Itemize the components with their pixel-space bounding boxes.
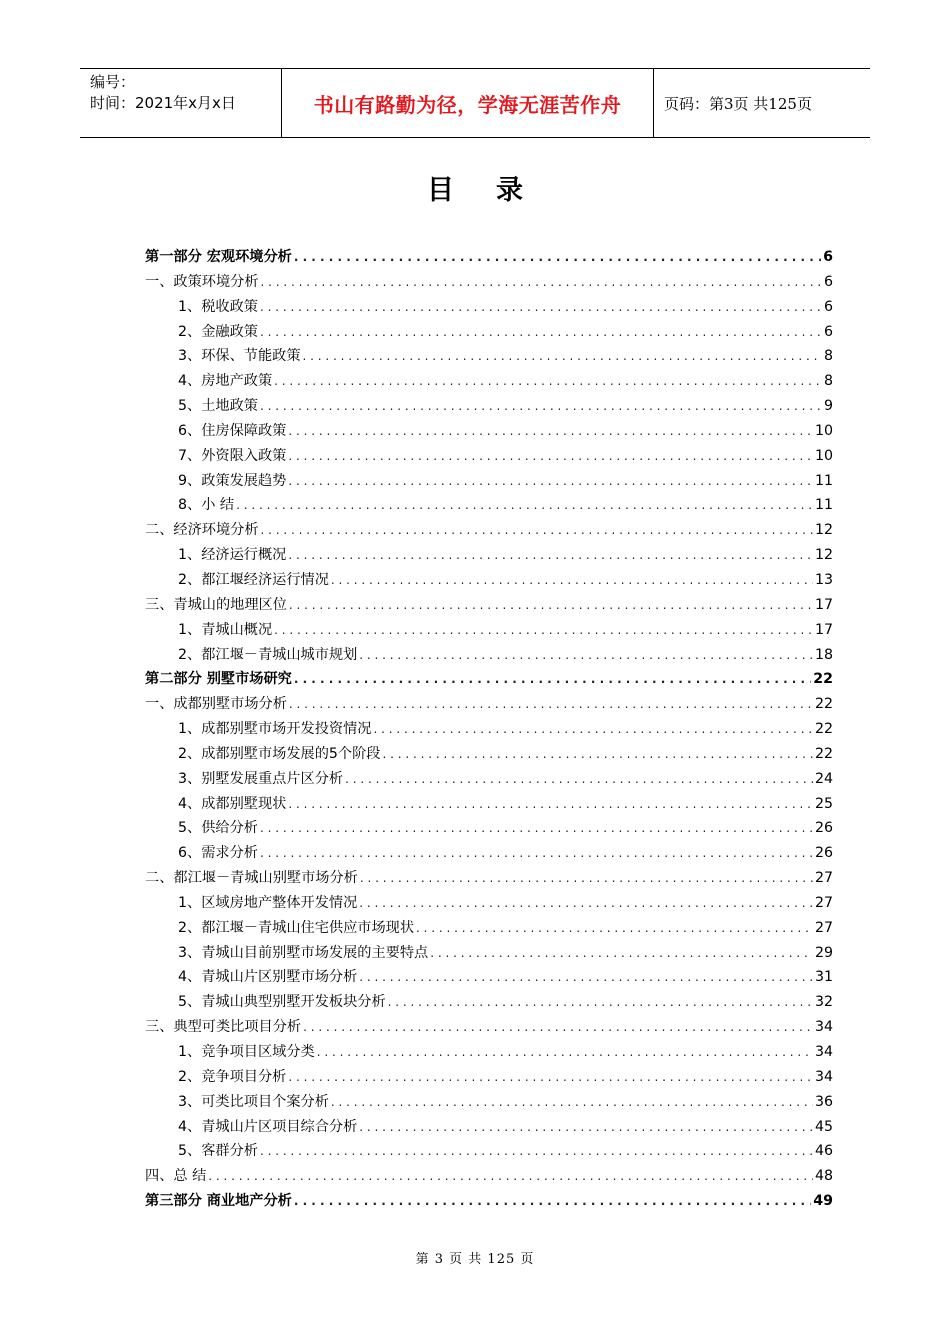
toc-entry-label: 8、小 结 — [178, 497, 235, 514]
toc-entry-page: 45 — [814, 1118, 833, 1135]
toc-dot-leader — [260, 1144, 813, 1158]
toc-entry-page: 46 — [814, 1143, 833, 1160]
toc-dot-leader — [288, 474, 813, 488]
toc-dot-leader — [288, 548, 813, 562]
table-of-contents — [145, 246, 833, 1215]
toc-entry[interactable] — [145, 942, 833, 967]
toc-dot-leader — [373, 722, 812, 736]
toc-entry[interactable] — [145, 1041, 833, 1066]
toc-dot-leader — [289, 697, 813, 711]
toc-dot-leader — [274, 623, 813, 637]
toc-entry-page: 17 — [814, 596, 833, 613]
toc-dot-leader — [359, 896, 813, 910]
toc-entry-label: 第三部分 商业地产分析 — [145, 1193, 292, 1210]
toc-entry[interactable] — [145, 246, 833, 271]
toc-entry-label: 2、成都别墅市场发展的5个阶段 — [178, 745, 381, 762]
toc-dot-leader — [416, 921, 813, 935]
toc-entry-label: 1、青城山概况 — [178, 621, 273, 638]
toc-entry-page: 31 — [814, 969, 833, 986]
toc-entry-label: 1、税收政策 — [178, 298, 258, 315]
toc-dot-leader — [345, 772, 813, 786]
toc-entry-label: 5、土地政策 — [178, 398, 258, 415]
toc-entry[interactable] — [145, 395, 833, 420]
toc-entry-page: 48 — [814, 1168, 833, 1185]
toc-entry-page: 12 — [814, 522, 833, 539]
toc-entry-page: 26 — [814, 820, 833, 837]
toc-entry[interactable] — [145, 966, 833, 991]
toc-dot-leader — [360, 871, 813, 885]
toc-entry-page: 26 — [814, 845, 833, 862]
toc-dot-leader — [383, 747, 813, 761]
toc-dot-leader — [359, 1120, 813, 1134]
toc-entry[interactable] — [145, 619, 833, 644]
toc-entry[interactable] — [145, 569, 833, 594]
toc-entry[interactable] — [145, 991, 833, 1016]
toc-entry[interactable] — [145, 693, 833, 718]
toc-entry-page: 34 — [814, 1044, 833, 1060]
toc-entry-label: 二、经济环境分析 — [145, 522, 259, 539]
toc-entry[interactable] — [145, 519, 833, 544]
toc-entry[interactable] — [145, 867, 833, 892]
number-label: 编号： — [90, 73, 136, 91]
toc-entry-page: 8 — [823, 348, 833, 365]
toc-entry[interactable] — [145, 842, 833, 867]
toc-dot-leader — [260, 325, 821, 339]
toc-dot-leader — [261, 523, 813, 537]
toc-entry-page: 32 — [814, 994, 833, 1011]
toc-entry-page: 6 — [823, 273, 833, 290]
toc-dot-leader — [303, 1020, 813, 1034]
toc-dot-leader — [331, 1095, 813, 1109]
toc-entry-label: 4、成都别墅现状 — [178, 795, 287, 812]
toc-entry[interactable] — [145, 1165, 833, 1190]
toc-entry[interactable] — [145, 743, 833, 768]
toc-entry-label: 一、成都别墅市场分析 — [145, 696, 287, 713]
toc-dot-leader — [288, 424, 813, 438]
toc-entry-page: 27 — [814, 894, 833, 911]
toc-entry[interactable] — [145, 1140, 833, 1165]
toc-dot-leader — [359, 648, 813, 662]
toc-entry-page: 6 — [823, 323, 833, 340]
toc-entry-label: 4、房地产政策 — [178, 373, 273, 390]
toc-dot-leader — [388, 995, 813, 1009]
toc-entry[interactable] — [145, 1066, 833, 1091]
toc-dot-leader — [236, 498, 813, 512]
toc-entry-label: 第一部分 宏观环境分析 — [145, 249, 292, 265]
toc-entry-label: 二、都江堰－青城山别墅市场分析 — [145, 870, 358, 887]
toc-entry[interactable] — [145, 644, 833, 669]
toc-entry-label: 7、外资限入政策 — [178, 447, 287, 464]
toc-entry-label: 2、都江堰经济运行情况 — [178, 571, 329, 588]
toc-dot-leader — [294, 1194, 811, 1208]
toc-entry-label: 1、竞争项目区域分类 — [178, 1044, 315, 1060]
toc-dot-leader — [430, 946, 813, 960]
toc-entry-label: 2、都江堰－青城山城市规划 — [178, 646, 358, 663]
toc-dot-leader — [208, 1169, 813, 1183]
page-title: 目录 — [427, 175, 565, 206]
toc-entry-label: 四、总 结 — [145, 1168, 207, 1185]
toc-dot-leader — [260, 821, 813, 835]
toc-entry-page: 24 — [814, 770, 833, 787]
toc-entry-label: 一、政策环境分析 — [145, 273, 259, 290]
toc-entry-page: 22 — [814, 745, 833, 762]
toc-entry-page: 11 — [814, 497, 833, 514]
toc-entry-page: 27 — [814, 870, 833, 887]
toc-entry-label: 3、可类比项目个案分析 — [178, 1093, 329, 1110]
page-footer: 第 3 页 共 125 页 — [415, 1252, 535, 1267]
toc-entry-page: 10 — [814, 422, 833, 439]
toc-dot-leader — [317, 1045, 813, 1059]
toc-entry[interactable] — [145, 271, 833, 296]
toc-entry-page: 17 — [814, 621, 833, 638]
toc-entry[interactable] — [145, 1091, 833, 1116]
toc-entry-label: 三、青城山的地理区位 — [145, 596, 287, 613]
toc-entry-page: 18 — [814, 646, 833, 663]
page-header — [80, 68, 870, 138]
toc-entry-label: 5、供给分析 — [178, 820, 258, 837]
toc-entry-label: 2、金融政策 — [178, 323, 258, 340]
toc-dot-leader — [261, 275, 821, 289]
header-motto: 书山有路勤为径，学海无涯苦作舟 — [282, 69, 654, 137]
toc-entry-label: 6、需求分析 — [178, 845, 258, 862]
toc-entry[interactable] — [145, 445, 833, 470]
toc-entry-page: 34 — [814, 1019, 833, 1036]
date-label: 时间：2021年x月x日 — [90, 94, 236, 112]
toc-entry-label: 3、别墅发展重点片区分析 — [178, 770, 344, 787]
toc-entry-label: 9、政策发展趋势 — [178, 472, 287, 489]
toc-entry-page: 22 — [814, 721, 833, 738]
toc-entry[interactable] — [145, 917, 833, 942]
toc-entry-label: 6、住房保障政策 — [178, 422, 287, 439]
toc-entry[interactable] — [145, 793, 833, 818]
toc-entry[interactable] — [145, 1016, 833, 1041]
toc-entry-label: 5、青城山典型别墅开发板块分析 — [178, 994, 386, 1011]
toc-entry-page: 8 — [823, 373, 833, 390]
toc-entry-page: 12 — [814, 547, 833, 564]
toc-entry-label: 1、经济运行概况 — [178, 547, 287, 564]
toc-entry-label: 1、区域房地产整体开发情况 — [178, 894, 358, 911]
toc-entry[interactable] — [145, 544, 833, 569]
toc-dot-leader — [294, 672, 811, 686]
toc-dot-leader — [303, 349, 821, 363]
toc-dot-leader — [359, 970, 813, 984]
toc-entry[interactable] — [145, 1116, 833, 1141]
toc-dot-leader — [274, 374, 821, 388]
toc-entry[interactable] — [145, 370, 833, 395]
toc-entry-page: 6 — [823, 249, 833, 265]
toc-dot-leader — [288, 1070, 813, 1084]
toc-dot-leader — [260, 399, 821, 413]
toc-entry-label: 第二部分 别墅市场研究 — [145, 671, 292, 688]
toc-dot-leader — [260, 300, 821, 314]
toc-entry[interactable] — [145, 892, 833, 917]
toc-entry-page: 11 — [814, 472, 833, 489]
toc-entry[interactable] — [145, 494, 833, 519]
toc-entry-label: 2、竞争项目分析 — [178, 1068, 287, 1085]
toc-dot-leader — [288, 449, 813, 463]
toc-entry-label: 5、客群分析 — [178, 1143, 258, 1160]
toc-entry[interactable] — [145, 668, 833, 693]
toc-entry[interactable] — [145, 718, 833, 743]
toc-dot-leader — [260, 846, 813, 860]
toc-entry-label: 1、成都别墅市场开发投资情况 — [178, 721, 372, 738]
toc-dot-leader — [331, 573, 813, 587]
toc-dot-leader — [294, 250, 821, 264]
toc-entry-page: 22 — [813, 671, 833, 688]
toc-entry[interactable] — [145, 345, 833, 370]
toc-entry-label: 4、青城山片区别墅市场分析 — [178, 969, 358, 986]
toc-entry-page: 27 — [814, 919, 833, 936]
toc-entry-page: 25 — [814, 795, 833, 812]
toc-dot-leader — [288, 797, 813, 811]
toc-entry[interactable] — [145, 768, 833, 793]
toc-entry-page: 34 — [814, 1068, 833, 1085]
toc-entry[interactable] — [145, 420, 833, 445]
toc-entry[interactable] — [145, 470, 833, 495]
toc-entry-page: 10 — [814, 447, 833, 464]
toc-entry-label: 3、环保、节能政策 — [178, 348, 301, 365]
toc-entry-page: 22 — [814, 696, 833, 713]
toc-entry-label: 4、青城山片区项目综合分析 — [178, 1118, 358, 1135]
toc-entry[interactable] — [145, 594, 833, 619]
toc-entry-page: 29 — [814, 944, 833, 961]
toc-entry-page: 13 — [814, 571, 833, 588]
toc-entry-page: 49 — [813, 1193, 833, 1210]
toc-entry[interactable] — [145, 321, 833, 346]
toc-entry-page: 36 — [814, 1093, 833, 1110]
toc-entry-label: 3、青城山目前别墅市场发展的主要特点 — [178, 944, 429, 961]
header-meta — [80, 69, 282, 137]
toc-entry-label: 三、典型可类比项目分析 — [145, 1019, 302, 1036]
toc-entry-page: 9 — [823, 398, 833, 415]
toc-entry[interactable] — [145, 296, 833, 321]
header-page-info: 页码：第3页 共125页 — [664, 94, 812, 113]
toc-entry[interactable] — [145, 817, 833, 842]
toc-entry[interactable] — [145, 1190, 833, 1215]
toc-entry-page: 6 — [823, 298, 833, 315]
toc-entry-label: 2、都江堰－青城山住宅供应市场现状 — [178, 919, 415, 936]
toc-dot-leader — [289, 598, 813, 612]
